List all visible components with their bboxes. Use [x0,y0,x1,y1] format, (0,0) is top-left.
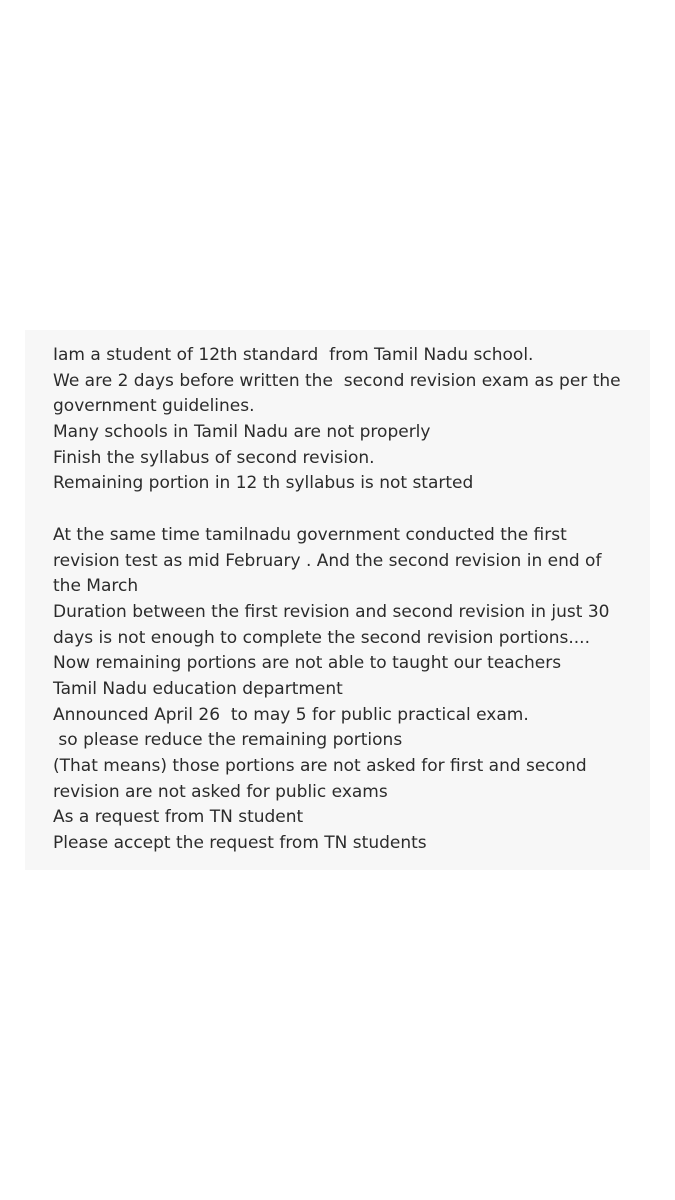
note-line: Tamil Nadu education department [53,678,343,699]
note-line: (That means) those portions are not asked for first and second [53,756,587,776]
note-line: We are 2 days before written the second revision exam as per the [53,370,621,391]
note-line: government guidelines. [53,396,255,417]
blank-line [53,497,645,523]
note-line: Please accept the request from TN students [53,833,427,854]
note-line: Duration between the first revision and second revision in just 30 [53,601,610,622]
note-line: so please reduce the remaining portions [53,730,403,751]
note-text [53,343,645,857]
note-line: Remaining portion in 12 th syllabus is not started [53,473,474,494]
note-line: Announced April 26 to may 5 for public practical exam. [53,704,529,725]
note-line: Now remaining portions are not able to taught our teachers [53,653,562,674]
note-line: Many schools in Tamil Nadu are not properly [53,422,431,443]
note-line: As a request from TN student [53,807,304,828]
note-line: revision are not asked for public exams [53,781,388,802]
note-line: revision test as mid February . And the second revision in end of [53,550,602,571]
note-line: Iam a student of 12th standard from Tamil Nadu school. [53,345,534,365]
note-line: days is not enough to complete the second revision portions.... [53,627,590,648]
note-line: At the same time tamilnadu government conducted the first [53,524,567,545]
note-card [25,330,650,870]
note-line: Finish the syllabus of second revision. [53,447,375,468]
note-line: the March [53,576,139,597]
